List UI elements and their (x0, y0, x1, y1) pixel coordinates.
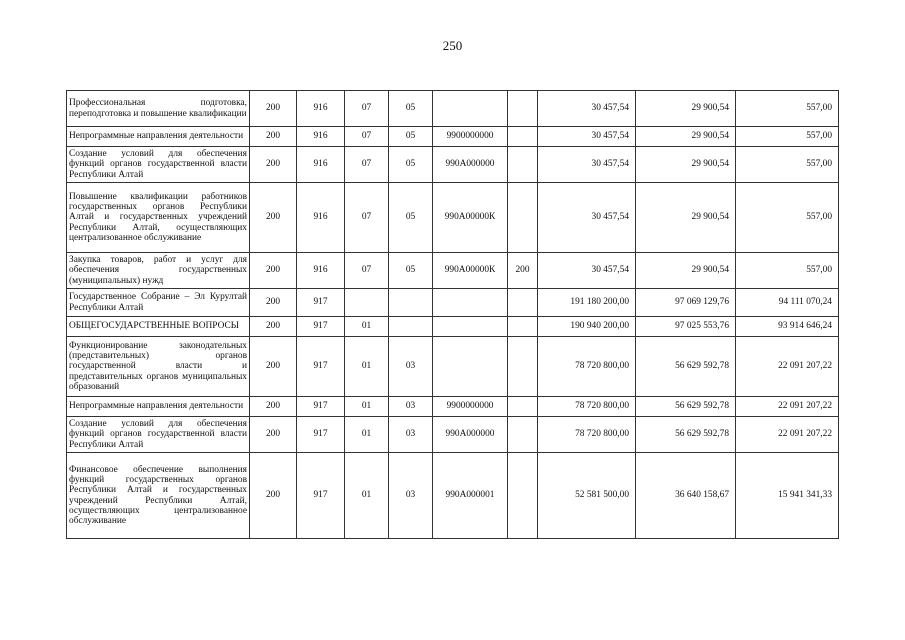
cell-code-2: 916 (297, 253, 345, 289)
cell-code-4 (389, 317, 433, 337)
cell-value-3: 557,00 (736, 253, 839, 289)
cell-code-4: 05 (389, 183, 433, 253)
cell-code-6 (508, 453, 538, 539)
cell-code-3: 07 (345, 183, 389, 253)
cell-code-6 (508, 289, 538, 317)
cell-code-1: 200 (250, 289, 297, 317)
cell-code-2: 917 (297, 317, 345, 337)
cell-value-2: 56 629 592,78 (636, 417, 736, 453)
cell-value-2: 29 900,54 (636, 183, 736, 253)
table-row (67, 253, 839, 289)
cell-code-3: 01 (345, 453, 389, 539)
cell-code-6 (508, 127, 538, 147)
cell-name: ОБЩЕГОСУДАРСТВЕННЫЕ ВОПРОСЫ (67, 317, 250, 337)
cell-name: Непрограммные направления деятельности (67, 127, 250, 147)
table-row (67, 183, 839, 253)
cell-value-2: 36 640 158,67 (636, 453, 736, 539)
cell-code-1: 200 (250, 127, 297, 147)
cell-code-5: 990А000000 (433, 147, 508, 183)
cell-code-2: 917 (297, 397, 345, 417)
cell-code-1: 200 (250, 397, 297, 417)
cell-value-1: 30 457,54 (538, 147, 636, 183)
cell-code-6 (508, 397, 538, 417)
cell-value-3: 557,00 (736, 147, 839, 183)
cell-code-4: 03 (389, 453, 433, 539)
cell-value-1: 190 940 200,00 (538, 317, 636, 337)
cell-code-6 (508, 183, 538, 253)
cell-code-1: 200 (250, 453, 297, 539)
cell-name: Повышение квалификации работников государственных органов Республики Алтай и государственных учреждений Республики Алтай, осуществляющих централизованное обслуживание (67, 183, 250, 253)
cell-value-2: 97 069 129,76 (636, 289, 736, 317)
cell-value-3: 22 091 207,22 (736, 397, 839, 417)
cell-code-2: 916 (297, 127, 345, 147)
cell-value-3: 557,00 (736, 127, 839, 147)
cell-code-3: 07 (345, 253, 389, 289)
cell-value-2: 29 900,54 (636, 147, 736, 183)
cell-code-3: 07 (345, 147, 389, 183)
cell-code-6 (508, 337, 538, 397)
cell-code-2: 916 (297, 183, 345, 253)
cell-code-5: 990А00000К (433, 253, 508, 289)
cell-name: Профессиональная подготовка, переподготовка и повышение квалификации (67, 91, 250, 127)
cell-code-2: 917 (297, 453, 345, 539)
cell-value-1: 191 180 200,00 (538, 289, 636, 317)
cell-value-2: 97 025 553,76 (636, 317, 736, 337)
cell-code-4: 05 (389, 147, 433, 183)
cell-code-1: 200 (250, 91, 297, 127)
cell-name: Создание условий для обеспечения функций органов государственной власти Республики Алтай (67, 417, 250, 453)
cell-value-3: 557,00 (736, 91, 839, 127)
cell-value-2: 56 629 592,78 (636, 397, 736, 417)
cell-value-1: 30 457,54 (538, 91, 636, 127)
cell-code-5 (433, 337, 508, 397)
cell-value-3: 15 941 341,33 (736, 453, 839, 539)
cell-code-1: 200 (250, 417, 297, 453)
cell-code-5: 990А000000 (433, 417, 508, 453)
cell-value-3: 557,00 (736, 183, 839, 253)
cell-code-2: 917 (297, 337, 345, 397)
cell-code-4: 03 (389, 337, 433, 397)
cell-value-3: 22 091 207,22 (736, 337, 839, 397)
cell-code-5 (433, 91, 508, 127)
cell-code-5 (433, 289, 508, 317)
cell-code-6 (508, 91, 538, 127)
cell-code-3: 07 (345, 91, 389, 127)
cell-code-6: 200 (508, 253, 538, 289)
cell-value-3: 94 111 070,24 (736, 289, 839, 317)
cell-value-1: 30 457,54 (538, 253, 636, 289)
cell-code-3: 01 (345, 337, 389, 397)
cell-code-1: 200 (250, 147, 297, 183)
budget-table (66, 90, 839, 539)
cell-value-2: 29 900,54 (636, 127, 736, 147)
cell-code-1: 200 (250, 317, 297, 337)
cell-code-1: 200 (250, 253, 297, 289)
table-row (67, 417, 839, 453)
cell-code-4: 05 (389, 127, 433, 147)
table-row (67, 91, 839, 127)
cell-code-4: 05 (389, 91, 433, 127)
table-row (67, 453, 839, 539)
cell-name: Финансовое обеспечение выполнения функций государственных органов Республики Алтай и государственных учреждений Республики Алтай, осуществляющих централизованное обслуживание (67, 453, 250, 539)
cell-value-1: 78 720 800,00 (538, 417, 636, 453)
cell-code-2: 917 (297, 289, 345, 317)
cell-code-1: 200 (250, 183, 297, 253)
cell-name: Государственное Собрание – Эл Курултай Республики Алтай (67, 289, 250, 317)
cell-code-6 (508, 317, 538, 337)
cell-code-5: 9900000000 (433, 397, 508, 417)
cell-code-6 (508, 417, 538, 453)
cell-code-4: 03 (389, 397, 433, 417)
cell-code-3: 01 (345, 317, 389, 337)
cell-code-6 (508, 147, 538, 183)
cell-value-2: 29 900,54 (636, 253, 736, 289)
table-row (67, 127, 839, 147)
cell-code-4 (389, 289, 433, 317)
cell-code-3: 01 (345, 397, 389, 417)
cell-code-3: 01 (345, 417, 389, 453)
cell-value-2: 56 629 592,78 (636, 337, 736, 397)
cell-name: Закупка товаров, работ и услуг для обеспечения государственных (муниципальных) нужд (67, 253, 250, 289)
cell-code-3: 07 (345, 127, 389, 147)
table-row (67, 337, 839, 397)
cell-value-1: 78 720 800,00 (538, 337, 636, 397)
cell-value-1: 30 457,54 (538, 127, 636, 147)
cell-code-4: 05 (389, 253, 433, 289)
cell-name: Непрограммные направления деятельности (67, 397, 250, 417)
table-row (67, 397, 839, 417)
cell-name: Создание условий для обеспечения функций органов государственной власти Республики Алтай (67, 147, 250, 183)
cell-value-1: 52 581 500,00 (538, 453, 636, 539)
cell-code-4: 03 (389, 417, 433, 453)
cell-code-1: 200 (250, 337, 297, 397)
cell-code-2: 916 (297, 147, 345, 183)
cell-code-2: 917 (297, 417, 345, 453)
cell-code-5: 990А00000К (433, 183, 508, 253)
cell-code-2: 916 (297, 91, 345, 127)
cell-value-3: 93 914 646,24 (736, 317, 839, 337)
page-number: 250 (442, 38, 463, 53)
cell-name: Функционирование законодательных (представительных) органов государственной власти и представительных органов муниципальных образований (67, 337, 250, 397)
cell-code-5: 9900000000 (433, 127, 508, 147)
table-row (67, 147, 839, 183)
cell-value-1: 78 720 800,00 (538, 397, 636, 417)
cell-code-5: 990А000001 (433, 453, 508, 539)
table-row (67, 317, 839, 337)
cell-value-1: 30 457,54 (538, 183, 636, 253)
cell-value-2: 29 900,54 (636, 91, 736, 127)
cell-code-5 (433, 317, 508, 337)
cell-code-3 (345, 289, 389, 317)
cell-value-3: 22 091 207,22 (736, 417, 839, 453)
table-row (67, 289, 839, 317)
